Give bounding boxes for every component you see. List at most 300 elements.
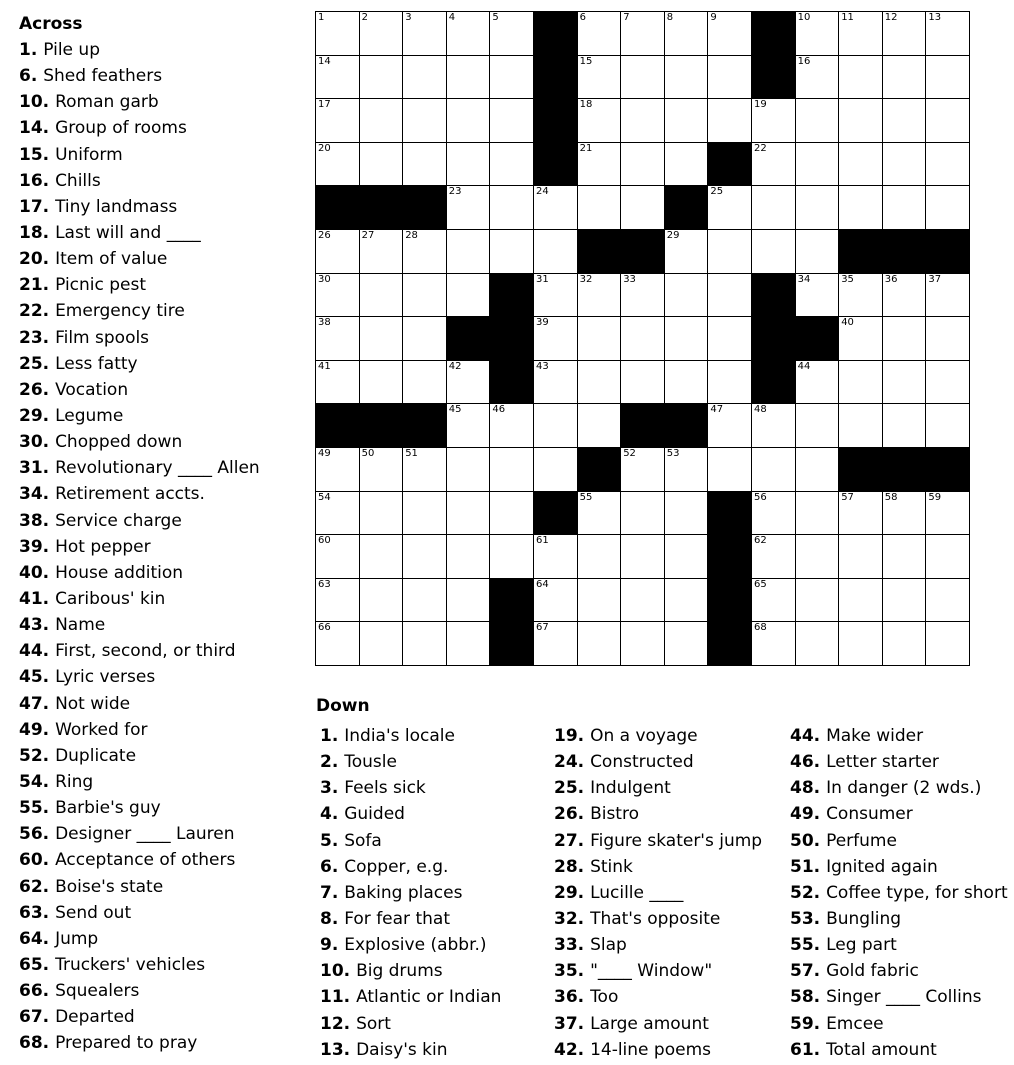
grid-cell[interactable] bbox=[796, 274, 839, 317]
clue: 49. Consumer bbox=[790, 804, 913, 825]
grid-cell[interactable] bbox=[708, 317, 751, 360]
grid-cell[interactable] bbox=[708, 448, 751, 491]
clue: 51. Ignited again bbox=[790, 856, 938, 877]
clue-number: 15 bbox=[19, 144, 43, 165]
clue-number: 12 bbox=[320, 1013, 344, 1034]
grid-cell[interactable] bbox=[360, 143, 403, 186]
clue-text: Tousle bbox=[344, 752, 397, 773]
clue-number: 43 bbox=[19, 615, 43, 636]
grid-cell[interactable] bbox=[534, 274, 577, 317]
grid-cell[interactable] bbox=[839, 492, 882, 535]
clue: 62. Boise's state bbox=[19, 876, 164, 897]
clue: 64. Jump bbox=[19, 928, 99, 949]
clue-text: Singer ____ Collins bbox=[826, 987, 982, 1008]
grid-cell[interactable] bbox=[578, 317, 621, 360]
grid-cell[interactable] bbox=[883, 535, 926, 578]
grid-cell[interactable] bbox=[926, 317, 969, 360]
clue: 40. House addition bbox=[19, 562, 184, 583]
grid-cell[interactable] bbox=[621, 186, 664, 229]
grid-cell[interactable] bbox=[621, 448, 664, 491]
grid-cell[interactable] bbox=[926, 56, 969, 99]
grid-cell[interactable] bbox=[665, 317, 708, 360]
grid-cell[interactable] bbox=[883, 317, 926, 360]
grid-cell[interactable] bbox=[926, 186, 969, 229]
grid-cell[interactable] bbox=[316, 317, 359, 360]
clue-number: 39 bbox=[19, 536, 43, 557]
grid-cell[interactable] bbox=[403, 143, 446, 186]
grid-cell[interactable] bbox=[752, 404, 795, 447]
grid-cell[interactable] bbox=[665, 361, 708, 404]
grid-cell[interactable] bbox=[578, 361, 621, 404]
grid-cell[interactable] bbox=[621, 492, 664, 535]
grid-cell[interactable] bbox=[839, 56, 882, 99]
grid-cell[interactable] bbox=[883, 99, 926, 142]
grid-cell[interactable] bbox=[796, 535, 839, 578]
grid-cell[interactable] bbox=[926, 99, 969, 142]
grid-cell[interactable] bbox=[839, 535, 882, 578]
grid-cell[interactable] bbox=[752, 622, 795, 665]
clue-number: 52 bbox=[19, 745, 43, 766]
grid-cell[interactable] bbox=[360, 579, 403, 622]
clue-text: Baking places bbox=[344, 882, 463, 903]
grid-cell[interactable] bbox=[534, 230, 577, 273]
grid-cell[interactable] bbox=[490, 12, 533, 55]
cell-number: 63 bbox=[318, 578, 331, 590]
grid-cell[interactable] bbox=[578, 274, 621, 317]
grid-cell[interactable] bbox=[360, 317, 403, 360]
grid-cell[interactable] bbox=[534, 361, 577, 404]
grid-cell[interactable] bbox=[796, 230, 839, 273]
grid-cell[interactable] bbox=[447, 579, 490, 622]
grid-cell[interactable] bbox=[883, 361, 926, 404]
grid-cell[interactable] bbox=[316, 361, 359, 404]
grid-cell[interactable] bbox=[621, 56, 664, 99]
black-square bbox=[403, 404, 446, 447]
grid-cell[interactable] bbox=[621, 579, 664, 622]
grid-cell[interactable] bbox=[447, 404, 490, 447]
grid-cell[interactable] bbox=[665, 12, 708, 55]
grid-cell[interactable] bbox=[883, 622, 926, 665]
grid-cell[interactable] bbox=[534, 448, 577, 491]
grid-cell[interactable] bbox=[883, 186, 926, 229]
grid-cell[interactable] bbox=[665, 492, 708, 535]
grid-cell[interactable] bbox=[752, 535, 795, 578]
grid-cell[interactable] bbox=[621, 317, 664, 360]
clue-number: 33 bbox=[554, 935, 578, 956]
clue: 2. Tousle bbox=[320, 752, 397, 773]
grid-cell[interactable] bbox=[403, 622, 446, 665]
grid-cell[interactable] bbox=[403, 56, 446, 99]
grid-cell[interactable] bbox=[360, 56, 403, 99]
clue-number: 45 bbox=[19, 667, 43, 688]
grid-cell[interactable] bbox=[796, 12, 839, 55]
grid-cell[interactable] bbox=[316, 274, 359, 317]
grid-cell[interactable] bbox=[621, 622, 664, 665]
clue-text: Daisy's kin bbox=[356, 1039, 448, 1060]
cell-number: 55 bbox=[579, 491, 593, 503]
grid-cell[interactable] bbox=[665, 274, 708, 317]
grid-cell[interactable] bbox=[926, 12, 969, 55]
grid-cell[interactable] bbox=[316, 230, 359, 273]
clue-number: 62 bbox=[19, 876, 43, 897]
grid-cell[interactable] bbox=[665, 535, 708, 578]
black-square bbox=[796, 317, 839, 360]
grid-cell[interactable] bbox=[926, 361, 969, 404]
clue-text: Figure skater's jump bbox=[590, 830, 763, 851]
grid-cell[interactable] bbox=[839, 579, 882, 622]
grid-cell[interactable] bbox=[490, 404, 533, 447]
clue-text: Roman garb bbox=[55, 92, 159, 113]
grid-cell[interactable] bbox=[752, 186, 795, 229]
clue-number: 55 bbox=[790, 935, 814, 956]
grid-cell[interactable] bbox=[839, 622, 882, 665]
cell-number: 33 bbox=[623, 273, 636, 285]
grid-cell[interactable] bbox=[883, 143, 926, 186]
grid-cell[interactable] bbox=[490, 230, 533, 273]
grid-cell[interactable] bbox=[839, 12, 882, 55]
grid-cell[interactable] bbox=[447, 492, 490, 535]
grid-cell[interactable] bbox=[447, 12, 490, 55]
cell-number: 53 bbox=[666, 447, 680, 459]
black-square bbox=[534, 12, 577, 55]
grid-cell[interactable] bbox=[360, 12, 403, 55]
clue: 35. "____ Window" bbox=[554, 961, 713, 982]
clue-number: 17 bbox=[19, 196, 43, 217]
grid-cell[interactable] bbox=[403, 274, 446, 317]
clue-number: 24 bbox=[554, 752, 578, 773]
grid-cell[interactable] bbox=[752, 579, 795, 622]
grid-cell[interactable] bbox=[621, 535, 664, 578]
grid-cell[interactable] bbox=[621, 143, 664, 186]
grid-cell[interactable] bbox=[708, 361, 751, 404]
clue-number: 66 bbox=[19, 981, 43, 1002]
grid-cell[interactable] bbox=[796, 622, 839, 665]
grid-cell[interactable] bbox=[621, 361, 664, 404]
clue-number: 9 bbox=[320, 935, 332, 956]
clue-text: Legume bbox=[55, 405, 124, 426]
clue-text: Letter starter bbox=[826, 752, 939, 773]
grid-cell[interactable] bbox=[316, 492, 359, 535]
grid-cell[interactable] bbox=[752, 492, 795, 535]
grid-cell[interactable] bbox=[403, 12, 446, 55]
grid-cell[interactable] bbox=[534, 535, 577, 578]
clue-text: Slap bbox=[590, 935, 627, 956]
clue-text: Last will and ____ bbox=[55, 222, 201, 243]
grid-cell[interactable] bbox=[534, 404, 577, 447]
clue: 29. Legume bbox=[19, 405, 124, 426]
black-square bbox=[708, 143, 751, 186]
grid-cell[interactable] bbox=[926, 143, 969, 186]
grid-cell[interactable] bbox=[796, 448, 839, 491]
grid-cell[interactable] bbox=[883, 12, 926, 55]
clue-number: 8 bbox=[320, 908, 332, 929]
clue-number: 52 bbox=[790, 882, 814, 903]
grid-cell[interactable] bbox=[360, 448, 403, 491]
grid-cell[interactable] bbox=[360, 99, 403, 142]
grid-cell[interactable] bbox=[839, 99, 882, 142]
grid-cell[interactable] bbox=[752, 230, 795, 273]
grid-cell[interactable] bbox=[490, 99, 533, 142]
clue-text: Pile up bbox=[43, 40, 100, 60]
clue-text: Ring bbox=[55, 771, 94, 792]
grid-cell[interactable] bbox=[316, 448, 359, 491]
grid-cell[interactable] bbox=[578, 186, 621, 229]
grid-cell[interactable] bbox=[752, 143, 795, 186]
grid-cell[interactable] bbox=[447, 186, 490, 229]
grid-cell[interactable] bbox=[578, 143, 621, 186]
grid-cell[interactable] bbox=[403, 317, 446, 360]
grid-cell[interactable] bbox=[926, 492, 969, 535]
grid-cell[interactable] bbox=[665, 143, 708, 186]
grid-cell[interactable] bbox=[447, 99, 490, 142]
grid-cell[interactable] bbox=[883, 274, 926, 317]
clue: 9. Explosive (abbr.) bbox=[320, 935, 487, 956]
grid-cell[interactable] bbox=[708, 230, 751, 273]
grid-cell[interactable] bbox=[534, 622, 577, 665]
grid-cell[interactable] bbox=[796, 492, 839, 535]
grid-cell[interactable] bbox=[447, 274, 490, 317]
clue-number: 37 bbox=[554, 1013, 578, 1034]
grid-cell[interactable] bbox=[883, 404, 926, 447]
grid-cell[interactable] bbox=[578, 99, 621, 142]
grid-cell[interactable] bbox=[403, 535, 446, 578]
grid-cell[interactable] bbox=[665, 99, 708, 142]
grid-cell[interactable] bbox=[360, 230, 403, 273]
grid-cell[interactable] bbox=[403, 492, 446, 535]
clue-text: Bungling bbox=[826, 908, 902, 929]
grid-cell[interactable] bbox=[708, 404, 751, 447]
clue: 48. In danger (2 wds.) bbox=[790, 778, 982, 799]
grid-cell[interactable] bbox=[360, 622, 403, 665]
cell-number: 23 bbox=[448, 186, 462, 198]
clue-number: 67 bbox=[19, 1007, 43, 1028]
grid-cell[interactable] bbox=[403, 99, 446, 142]
grid-cell[interactable] bbox=[796, 579, 839, 622]
black-square bbox=[534, 99, 577, 142]
clue-text: Gold fabric bbox=[826, 961, 919, 982]
black-square bbox=[316, 186, 359, 229]
grid-cell[interactable] bbox=[403, 579, 446, 622]
grid-cell[interactable] bbox=[796, 99, 839, 142]
clue: 53. Bungling bbox=[790, 908, 902, 929]
clue: 14. Group of rooms bbox=[19, 118, 187, 139]
clue-text: That's opposite bbox=[590, 908, 721, 929]
clue-text: Shed feathers bbox=[43, 66, 163, 87]
clue: 26. Bistro bbox=[554, 804, 639, 825]
grid-cell[interactable] bbox=[316, 12, 359, 55]
clue: 20. Item of value bbox=[19, 249, 168, 270]
cell-number: 29 bbox=[666, 229, 680, 241]
clue: 57. Gold fabric bbox=[790, 961, 919, 982]
grid-cell[interactable] bbox=[490, 535, 533, 578]
clue-text: Prepared to pray bbox=[55, 1033, 198, 1054]
clue-number: 42 bbox=[554, 1039, 578, 1060]
clue-number: 31 bbox=[19, 458, 43, 479]
clue-number: 26 bbox=[19, 379, 43, 400]
grid-cell[interactable] bbox=[447, 230, 490, 273]
grid-cell[interactable] bbox=[578, 535, 621, 578]
grid-cell[interactable] bbox=[447, 56, 490, 99]
clue-number: 51 bbox=[790, 856, 814, 877]
grid-cell[interactable] bbox=[316, 535, 359, 578]
clue: 44. Make wider bbox=[790, 726, 924, 746]
clue-number: 65 bbox=[19, 954, 43, 975]
grid-cell[interactable] bbox=[796, 143, 839, 186]
grid-cell[interactable] bbox=[578, 404, 621, 447]
clue: 41. Caribous' kin bbox=[19, 588, 166, 609]
grid-cell[interactable] bbox=[883, 579, 926, 622]
grid-cell[interactable] bbox=[621, 274, 664, 317]
clue: 19. On a voyage bbox=[554, 726, 698, 746]
grid-cell[interactable] bbox=[796, 404, 839, 447]
cell-number: 24 bbox=[535, 186, 549, 198]
grid-cell[interactable] bbox=[708, 274, 751, 317]
grid-cell[interactable] bbox=[447, 535, 490, 578]
clue-number: 27 bbox=[554, 830, 578, 851]
clue-text: Sort bbox=[356, 1013, 391, 1034]
grid-cell[interactable] bbox=[665, 56, 708, 99]
clue-text: Vocation bbox=[55, 379, 129, 400]
grid-cell[interactable] bbox=[316, 56, 359, 99]
grid-cell[interactable] bbox=[665, 448, 708, 491]
grid-cell[interactable] bbox=[316, 622, 359, 665]
grid-cell[interactable] bbox=[447, 143, 490, 186]
grid-cell[interactable] bbox=[839, 186, 882, 229]
grid-cell[interactable] bbox=[578, 56, 621, 99]
clue: 49. Worked for bbox=[19, 719, 148, 740]
grid-cell[interactable] bbox=[839, 274, 882, 317]
clue-text: Perfume bbox=[826, 830, 897, 851]
grid-cell[interactable] bbox=[708, 56, 751, 99]
clue-text: Truckers' vehicles bbox=[55, 954, 206, 975]
clue-number: 19 bbox=[554, 726, 578, 746]
cell-number: 22 bbox=[753, 142, 767, 154]
black-square bbox=[708, 579, 751, 622]
grid-cell[interactable] bbox=[447, 448, 490, 491]
grid-cell[interactable] bbox=[883, 492, 926, 535]
clue-text: Total amount bbox=[826, 1039, 937, 1060]
black-square bbox=[752, 12, 795, 55]
cell-number: 30 bbox=[318, 273, 331, 285]
grid-cell[interactable] bbox=[926, 579, 969, 622]
grid-cell[interactable] bbox=[578, 579, 621, 622]
grid-cell[interactable] bbox=[316, 99, 359, 142]
grid-cell[interactable] bbox=[752, 448, 795, 491]
grid-cell[interactable] bbox=[708, 99, 751, 142]
grid-cell[interactable] bbox=[534, 186, 577, 229]
grid-cell[interactable] bbox=[752, 99, 795, 142]
grid-cell[interactable] bbox=[665, 230, 708, 273]
grid-cell[interactable] bbox=[316, 143, 359, 186]
cell-number: 43 bbox=[535, 360, 549, 372]
clue-text: Service charge bbox=[55, 510, 182, 531]
grid-cell[interactable] bbox=[708, 12, 751, 55]
grid-cell[interactable] bbox=[360, 361, 403, 404]
grid-cell[interactable] bbox=[578, 622, 621, 665]
clue: 12. Sort bbox=[320, 1013, 391, 1034]
grid-cell[interactable] bbox=[578, 492, 621, 535]
grid-cell[interactable] bbox=[839, 404, 882, 447]
clue-number: 49 bbox=[19, 719, 43, 740]
cell-number: 44 bbox=[797, 360, 811, 372]
grid-cell[interactable] bbox=[708, 186, 751, 229]
cell-number: 60 bbox=[318, 535, 331, 547]
crossword-grid bbox=[315, 11, 970, 666]
grid-cell[interactable] bbox=[403, 230, 446, 273]
grid-cell[interactable] bbox=[490, 186, 533, 229]
grid-cell[interactable] bbox=[360, 535, 403, 578]
grid-cell[interactable] bbox=[490, 448, 533, 491]
grid-cell[interactable] bbox=[839, 361, 882, 404]
clue-text: Copper, e.g. bbox=[344, 856, 449, 877]
clue-text: Constructed bbox=[590, 752, 694, 773]
clue-number: 29 bbox=[554, 882, 578, 903]
clue: 54. Ring bbox=[19, 771, 94, 792]
grid-cell[interactable] bbox=[926, 535, 969, 578]
clue-number: 4 bbox=[320, 804, 332, 825]
grid-cell[interactable] bbox=[926, 622, 969, 665]
grid-cell[interactable] bbox=[578, 12, 621, 55]
grid-cell[interactable] bbox=[665, 579, 708, 622]
clue-text: Ignited again bbox=[826, 856, 938, 877]
grid-cell[interactable] bbox=[796, 361, 839, 404]
clue: 26. Vocation bbox=[19, 379, 129, 400]
clue-text: Chills bbox=[55, 170, 101, 191]
clue-number: 2 bbox=[320, 752, 332, 773]
clue: 46. Letter starter bbox=[790, 752, 939, 773]
grid-cell[interactable] bbox=[926, 274, 969, 317]
clue-text: Not wide bbox=[55, 693, 131, 714]
grid-cell[interactable] bbox=[490, 143, 533, 186]
grid-cell[interactable] bbox=[926, 404, 969, 447]
grid-cell[interactable] bbox=[447, 622, 490, 665]
grid-cell[interactable] bbox=[360, 492, 403, 535]
grid-cell[interactable] bbox=[534, 579, 577, 622]
clue-text: Chopped down bbox=[55, 432, 183, 453]
grid-cell[interactable] bbox=[883, 56, 926, 99]
clue-number: 59 bbox=[790, 1013, 814, 1034]
clue: 27. Figure skater's jump bbox=[554, 830, 763, 851]
grid-cell[interactable] bbox=[621, 12, 664, 55]
black-square bbox=[708, 535, 751, 578]
grid-cell[interactable] bbox=[360, 274, 403, 317]
grid-cell[interactable] bbox=[621, 99, 664, 142]
grid-cell[interactable] bbox=[490, 56, 533, 99]
grid-cell[interactable] bbox=[665, 622, 708, 665]
grid-cell[interactable] bbox=[534, 317, 577, 360]
cell-number: 13 bbox=[928, 12, 942, 23]
clue-number: 25 bbox=[554, 778, 578, 799]
grid-cell[interactable] bbox=[796, 56, 839, 99]
grid-cell[interactable] bbox=[447, 361, 490, 404]
clue: 7. Baking places bbox=[320, 882, 463, 903]
down-clue-column bbox=[790, 723, 1008, 1063]
black-square bbox=[752, 317, 795, 360]
clue: 63. Send out bbox=[19, 902, 132, 923]
grid-cell[interactable] bbox=[403, 361, 446, 404]
grid-cell[interactable] bbox=[796, 186, 839, 229]
grid-cell[interactable] bbox=[490, 492, 533, 535]
clue-text: Lyric verses bbox=[55, 667, 156, 688]
clue-text: Lucille ____ bbox=[590, 882, 684, 903]
clue: 22. Emergency tire bbox=[19, 301, 185, 322]
grid-cell[interactable] bbox=[839, 317, 882, 360]
grid-cell[interactable] bbox=[316, 579, 359, 622]
clue-text: Coffee type, for short bbox=[826, 882, 1008, 903]
grid-cell[interactable] bbox=[403, 448, 446, 491]
cell-number: 26 bbox=[318, 229, 331, 241]
grid-cell[interactable] bbox=[839, 143, 882, 186]
